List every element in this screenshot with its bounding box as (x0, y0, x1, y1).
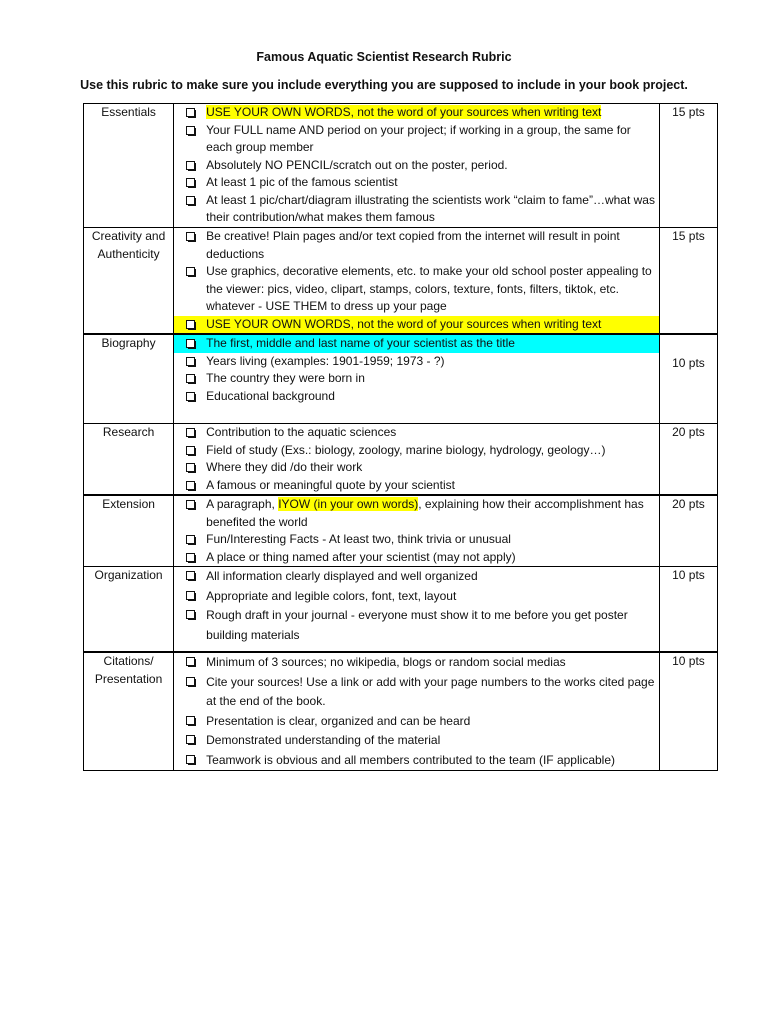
item-text: Teamwork is obvious and all members contributed to the team (IF applicable) (206, 752, 615, 767)
checkbox-icon (186, 755, 198, 763)
checkbox-icon (186, 463, 198, 471)
item-text: All information clearly displayed and well organized (206, 569, 478, 583)
rubric-row-extension (84, 495, 718, 567)
checkbox-icon (186, 535, 198, 543)
checkbox-icon (186, 716, 198, 724)
rubric-row-biography (84, 334, 718, 424)
checkbox-icon (186, 196, 198, 204)
checkbox-icon (186, 610, 198, 618)
checkbox-icon (186, 446, 198, 454)
list-item (174, 335, 659, 353)
items-cell (174, 567, 660, 653)
rubric-row-research (84, 424, 718, 496)
list-item (174, 174, 659, 192)
list-item (174, 712, 659, 732)
item-text: At least 1 pic of the famous scientist (206, 175, 398, 189)
checkbox-icon (186, 374, 198, 382)
list-item (174, 751, 659, 771)
list-item (174, 673, 659, 712)
item-text: Use graphics, decorative elements, etc. to make your old school poster appealing to the viewer: pics, video, clipart, stamps, colors, texture, fonts, filters, tiktok, etc. whatever - USE THEM to dress up your page (206, 264, 652, 313)
rubric-row-essentials (84, 104, 718, 228)
list-item (174, 606, 659, 645)
checkbox-icon (186, 178, 198, 186)
item-text: Years living (examples: 1901-1959; 1973 - ?) (206, 353, 445, 368)
list-item (174, 370, 659, 388)
points-cell: 10 pts (659, 652, 717, 771)
rubric-row-organization (84, 567, 718, 653)
list-item (174, 653, 659, 673)
category-cell: Creativity and Authenticity (84, 228, 174, 335)
checkbox-icon (186, 735, 198, 743)
checkbox-icon (186, 267, 198, 275)
list-item (174, 531, 659, 549)
list-item (174, 228, 659, 263)
item-text: Rough draft in your journal - everyone must show it to me before you get poster building materials (206, 608, 628, 642)
item-text: The first, middle and last name of your scientist as the title (206, 336, 515, 350)
item-text: At least 1 pic/chart/diagram illustrating the scientists work “claim to fame”…what was their contribution/what makes them famous (206, 192, 655, 224)
page-subtitle: Use this rubric to make sure you include everything you are supposed to include in your book project. (80, 78, 688, 92)
checkbox-icon (186, 428, 198, 436)
item-text: USE YOUR OWN WORDS, not the word of your sources when writing text (206, 105, 602, 119)
items-cell (174, 495, 660, 567)
list-item (174, 459, 659, 477)
item-text: Cite your sources! Use a link or add with your page numbers to the works cited page at the end of the book. (206, 674, 655, 708)
checkbox-icon (186, 481, 198, 489)
rubric-table (83, 103, 718, 771)
checkbox-icon (186, 232, 198, 240)
list-item (174, 731, 659, 751)
checkbox-icon (186, 357, 198, 365)
item-text: Where they did /do their work (206, 460, 363, 474)
category-cell: Extension (84, 495, 174, 567)
list-item (174, 496, 659, 531)
list-item (174, 157, 659, 175)
checkbox-icon (186, 392, 198, 400)
checkbox-icon (186, 500, 198, 508)
page-title: Famous Aquatic Scientist Research Rubric (256, 50, 512, 64)
item-text: Demonstrated understanding of the material (206, 733, 441, 747)
list-item (174, 587, 659, 607)
items-cell (174, 424, 660, 496)
item-text-pre: A paragraph, (206, 497, 279, 511)
list-item (174, 263, 659, 316)
category-cell: Biography (84, 334, 174, 424)
list-item (174, 442, 659, 460)
checkbox-icon (186, 657, 198, 665)
rubric-row-citations (84, 652, 718, 771)
item-text: Field of study (Exs.: biology, zoology, marine biology, hydrology, geology…) (206, 442, 606, 457)
list-item (174, 567, 659, 587)
points-cell: 20 pts (659, 495, 717, 567)
list-item (174, 353, 659, 371)
checkbox-icon (186, 571, 198, 579)
checkbox-icon (186, 126, 198, 134)
points-cell: 20 pts (659, 424, 717, 496)
category-cell: Research (84, 424, 174, 496)
checkbox-icon (186, 108, 198, 116)
item-text: Presentation is clear, organized and can be heard (206, 713, 471, 728)
item-text: Educational background (206, 388, 335, 403)
checkbox-icon (186, 591, 198, 599)
points-cell: 15 pts (659, 104, 717, 228)
items-cell (174, 228, 660, 335)
checkbox-icon (186, 339, 198, 347)
rubric-row-creativity (84, 228, 718, 335)
list-item (174, 122, 659, 157)
items-cell (174, 652, 660, 771)
list-item (174, 424, 659, 442)
points-cell: 10 pts (659, 334, 717, 424)
item-text: Be creative! Plain pages and/or text copied from the internet will result in point deductions (206, 229, 620, 261)
item-text: Fun/Interesting Facts - At least two, think trivia or unusual (206, 532, 511, 546)
item-text: USE YOUR OWN WORDS, not the word of your sources when writing text (206, 316, 602, 331)
item-text: Contribution to the aquatic sciences (206, 425, 397, 439)
checkbox-icon (186, 553, 198, 561)
checkbox-icon (186, 677, 198, 685)
list-item (174, 549, 659, 567)
points-cell: 15 pts (659, 228, 717, 335)
item-text: Appropriate and legible colors, font, text, layout (206, 588, 457, 603)
item-text: A place or thing named after your scientist (may not apply) (206, 549, 516, 564)
item-text: The country they were born in (206, 371, 365, 385)
category-cell: Organization (84, 567, 174, 653)
item-text-post: , explaining how their accomplishment has benefited the world (206, 497, 644, 529)
item-text: Minimum of 3 sources; no wikipedia, blogs or random social medias (206, 655, 566, 669)
item-text: A famous or meaningful quote by your scientist (206, 477, 455, 492)
item-text: Absolutely NO PENCIL/scratch out on the poster, period. (206, 157, 508, 172)
items-cell (174, 104, 660, 228)
category-cell: Citations/ Presentation (84, 652, 174, 771)
checkbox-icon (186, 320, 198, 328)
category-cell: Essentials (84, 104, 174, 228)
item-text-highlight: IYOW (in your own words) (278, 497, 419, 511)
list-item (174, 104, 659, 122)
list-item (174, 477, 659, 495)
list-item (174, 388, 659, 406)
item-text: Your FULL name AND period on your project; if working in a group, the same for each group member (206, 122, 631, 154)
list-item (174, 316, 659, 334)
checkbox-icon (186, 161, 198, 169)
items-cell (174, 334, 660, 424)
points-cell: 10 pts (659, 567, 717, 653)
list-item (174, 192, 659, 227)
